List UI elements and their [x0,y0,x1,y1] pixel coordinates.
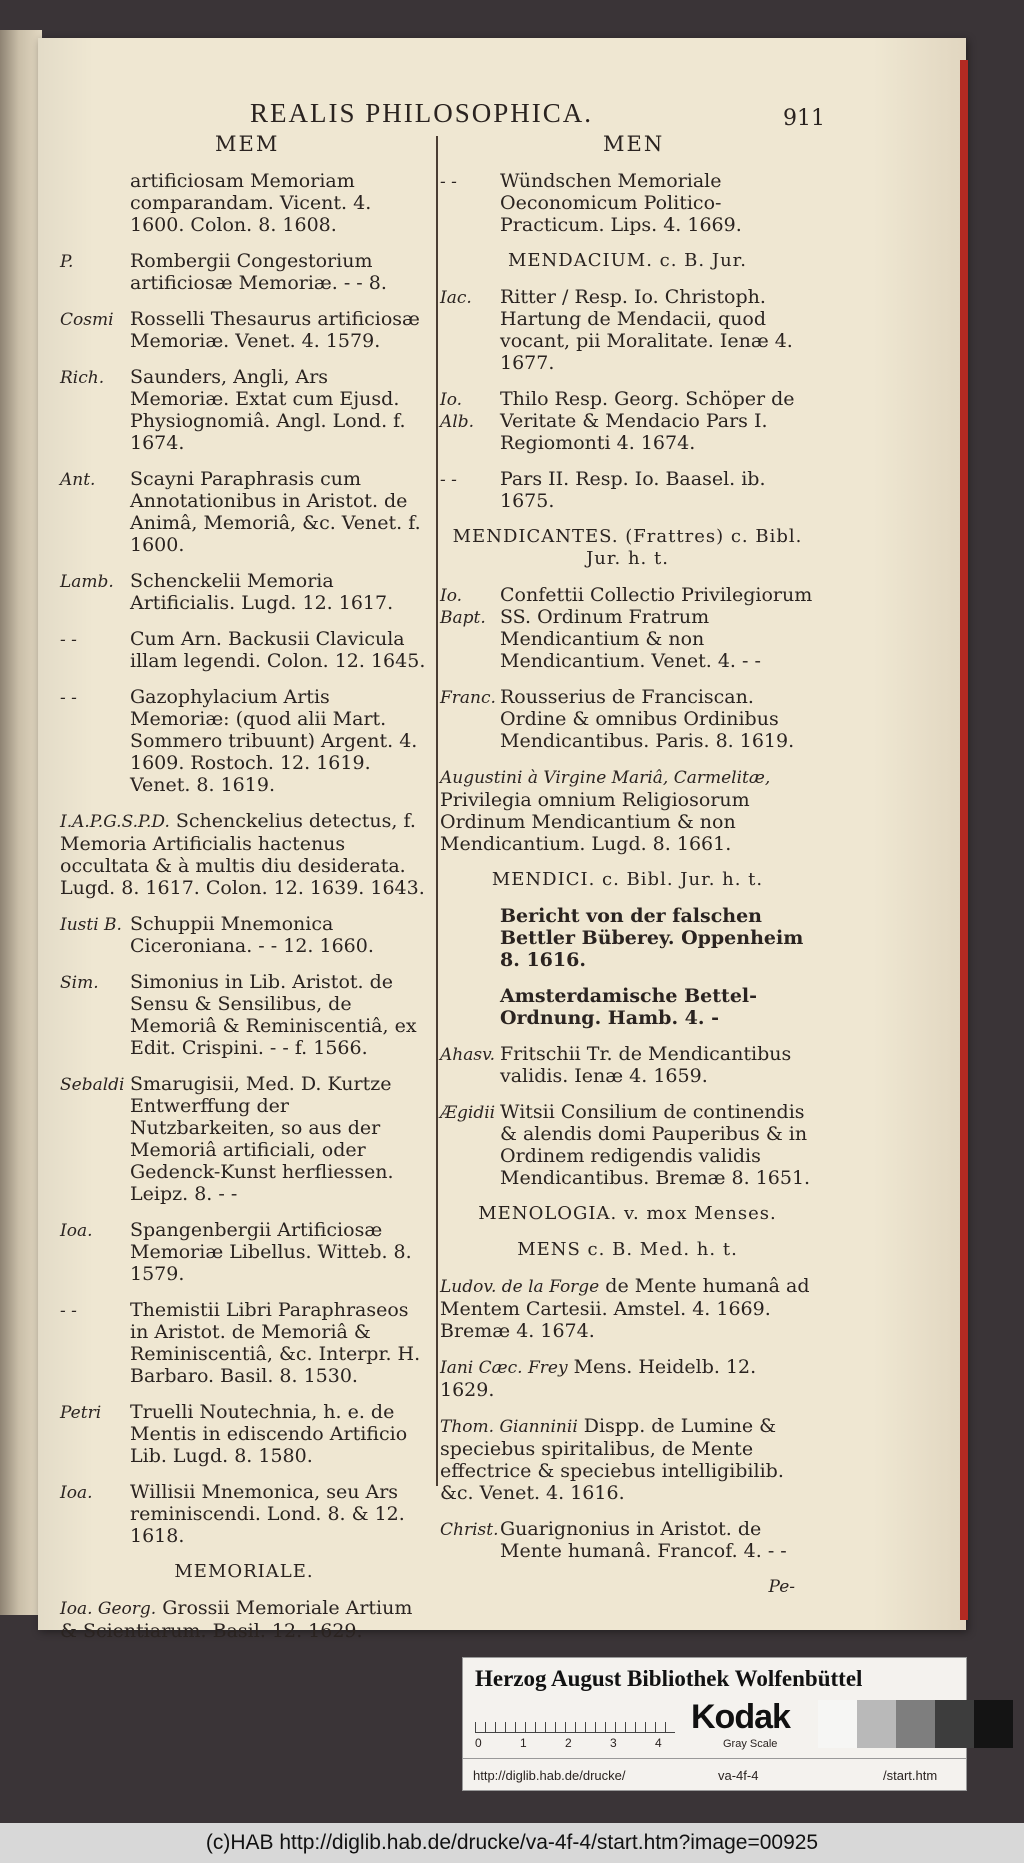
ruler-number: 4 [655,1736,662,1750]
catalog-entry [60,250,428,294]
entry-key [440,905,500,971]
section-heading: MENOLOGIA. v. mox Menses. [478,1203,777,1224]
catalog-entry [60,570,428,614]
catalog-entry [60,628,428,672]
catalog-entry [60,366,428,454]
catalog-entry [440,1518,815,1562]
entry-text: artificiosam Memoriam comparandam. Vicent. 4. 1600. Colon. 8. 1608. [130,170,372,236]
entry-text: Pars II. Resp. Io. Baasel. ib. 1675. [500,468,766,512]
entry-text: Rousserius de Franciscan. Ordine & omnibus Ordinibus Mendicantibus. Paris. 8. 1619. [500,686,795,752]
entry-text: Scayni Paraphrasis cum Annotationibus in Aristot. de Animâ, Memoriâ, &c. Venet. f. 1600. [130,468,421,556]
gray-swatch [818,1700,857,1748]
entry-text: Wündschen Memoriale Oeconomicum Politico-Practicum. Lips. 4. 1669. [500,170,742,236]
gray-swatch [935,1700,974,1748]
catalog-entry [440,766,815,855]
ruler-number: 3 [610,1736,617,1750]
entry-key: Ioa. [60,1221,93,1241]
entry-text: Bericht von der falschen Bettler Büberey. Oppenheim 8. 1616. [500,905,804,971]
gray-swatch [974,1700,1013,1748]
running-head: REALIS PHILOSOPHICA. [250,98,594,128]
card-start: /start.htm [883,1768,938,1783]
entry-key: - - [60,630,77,650]
entry-key: I.A.P.G.S.P.D. [60,812,170,832]
entry-key: Franc. [440,688,496,708]
entry-text: Gazophylacium Artis Memoriæ: (quod alii Mart. Sommero tribuunt) Argent. 4. 1609. Rostoch. 12. 1619. Venet. 8. 1619. [130,686,418,796]
section-heading: MENDICI. c. Bibl. Jur. h. t. [491,869,764,890]
entry-text: Dispp. de Lumine & speciebus spiritalibus, de Mente effectrice & speciebus intelligibilib. &c. Venet. 4. 1616. [440,1415,784,1504]
entry-key: Rich. [60,368,105,388]
column-divider [436,136,438,1486]
entry-key: Augustini à Virgine Mariâ, Carmelitæ, [440,768,771,788]
ruler-number: 1 [520,1736,527,1750]
catalog-entry [440,1415,815,1504]
catalog-entry [60,1401,428,1467]
card-shelfmark: va-4f-4 [718,1768,759,1783]
entry-key: - - [60,1301,77,1321]
book-left-edge [0,30,42,1615]
entry-key: Io. Alb. [440,390,474,432]
entry-text: Grossii Memoriale Artium & Scientiarum. Basil. 12. 1629. [60,1597,413,1642]
entry-key: Sebaldi [60,1075,125,1095]
scale-ruler [475,1704,675,1733]
ruler-number: 0 [475,1736,482,1750]
section-heading: MENDACIUM. c. B. Jur. [507,250,748,271]
catalog-entry [60,971,428,1059]
entry-key: Ioa. Georg. [60,1599,157,1619]
page-red-edge [960,60,968,1620]
catalog-entry [440,286,815,374]
kodak-logo: Kodak [691,1698,790,1736]
entry-key: Ludov. de la Forge [440,1277,600,1297]
catalog-entry [440,388,815,454]
entry-text: Schuppii Mnemonica Ciceroniana. - - 12. 1660. [130,913,374,957]
catalog-entry [60,1073,428,1205]
entry-key [60,170,130,236]
section-heading: MENDICANTES. (Frattres) c. Bibl. Jur. h. t. [452,526,803,569]
catalog-entry [60,170,428,236]
gray-swatch [896,1700,935,1748]
entry-text: Simonius in Lib. Aristot. de Sensu & Sensilibus, de Memoriâ & Reminiscentiâ, ex Edit. Crispini. - - f. 1566. [130,971,417,1059]
right-column-head: MEN [603,132,665,156]
catalog-entry [440,686,815,752]
catchword: Pe- [768,1577,795,1597]
footer-credit: (c)HAB http://diglib.hab.de/drucke/va-4f-4/start.htm?image=00925 [0,1823,1024,1863]
entry-text: de Mente humanâ ad Mentem Cartesii. Amstel. 4. 1669. Bremæ 4. 1674. [440,1275,810,1342]
entry-key: - - [440,470,457,490]
entry-text: Thilo Resp. Georg. Schöper de Veritate & Mendacio Pars I. Regiomonti 4. 1674. [500,388,795,454]
ruler-number: 2 [565,1736,572,1750]
catalog-entry [60,686,428,796]
catalog-entry [60,1299,428,1387]
entry-key: Petri [60,1403,102,1423]
catalog-entry [60,308,428,352]
section-heading: MENS c. B. Med. h. t. [517,1239,738,1260]
entry-key: - - [440,172,457,192]
entry-text: Privilegia omnium Religiosorum Ordinum Mendicantium & non Mendicantium. Lugd. 8. 1661. [440,789,750,855]
left-column [60,170,428,1656]
entry-text: Schenckelius detectus, f. Memoria Artificialis hactenus occultata & à multis diu desiderata. Lugd. 8. 1617. Colon. 12. 1639. 1643. [60,810,425,899]
entry-key: Ant. [60,470,96,490]
entry-key: Thom. Gianninii [440,1417,578,1437]
entry-text: Amsterdamische Bettel-Ordnung. Hamb. 4. - [500,985,758,1029]
catalog-entry [440,584,815,672]
entry-text: Willisii Mnemonica, seu Ars reminiscendi. Lond. 8. & 12. 1618. [130,1481,405,1547]
section-heading: MEMORIALE. [174,1561,314,1582]
entry-key: Ahasv. [440,1045,496,1065]
right-column [440,170,815,1598]
library-name: Herzog August Bibliothek Wolfenbüttel [475,1666,863,1691]
catalog-entry [60,913,428,957]
entry-text: Fritschii Tr. de Mendicantibus validis. Ienæ 4. 1659. [500,1043,792,1087]
entry-text: Rosselli Thesaurus artificiosæ Memoriæ. Venet. 4. 1579. [130,308,420,352]
catalog-entry [440,985,815,1029]
catalog-entry [440,1101,815,1189]
catalog-entry [440,905,815,971]
gray-swatch [857,1700,896,1748]
entry-text: Rombergii Congestorium artificiosæ Memoriæ. - - 8. [130,250,387,294]
entry-key: Ægidii [440,1103,496,1123]
entry-text: Smarugisii, Med. D. Kurtze Entwerffung der Nutzbarkeiten, so aus der Memoriâ artificiali, oder Gedenck-Kunst herfliessen. Leipz. 8. - - [130,1073,394,1205]
entry-text: Schenckelii Memoria Artificialis. Lugd. 12. 1617. [130,570,394,614]
catalog-entry [60,1219,428,1285]
entry-text: Mens. Heidelb. 12. 1629. [440,1356,757,1401]
entry-key: Lamb. [60,572,114,592]
entry-key: Iani Cæc. Frey [440,1358,568,1378]
catalog-entry [440,170,815,236]
entry-key: Io. Bapt. [440,586,486,628]
entry-text: Spangenbergii Artificiosæ Memoriæ Libellus. Witteb. 8. 1579. [130,1219,412,1285]
catalog-entry [440,1275,815,1342]
catalog-entry [60,468,428,556]
color-card [462,1657,967,1791]
entry-key: P. [60,252,74,272]
gray-swatches [818,1700,1013,1748]
entry-text: Confettii Collectio Privilegiorum SS. Ordinum Fratrum Mendicantium & non Mendicantium. Venet. 4. - - [500,584,813,672]
gray-scale-label: Gray Scale [723,1738,778,1750]
entry-key: Iusti B. [60,915,122,935]
entry-text: Guarignonius in Aristot. de Mente humanâ. Francof. 4. - - [500,1518,787,1562]
entry-text: Truelli Noutechnia, h. e. de Mentis in ediscendo Artificio Lib. Lugd. 8. 1580. [130,1401,408,1467]
card-info-row [463,1758,966,1791]
catalog-entry [60,1597,428,1642]
catalog-entry [60,810,428,899]
page-number: 911 [783,106,825,131]
entry-key: Sim. [60,973,99,993]
entry-key: Iac. [440,288,472,308]
entry-text: Saunders, Angli, Ars Memoriæ. Extat cum Ejusd. Physiognomiâ. Angl. Lond. f. 1674. [130,366,406,454]
entry-text: Themistii Libri Paraphraseos in Aristot. de Memoriâ & Reminiscentiâ, &c. Interpr. H. Barbaro. Basil. 8. 1530. [130,1299,421,1387]
entry-text: Cum Arn. Backusii Clavicula illam legendi. Colon. 12. 1645. [130,628,426,672]
entry-key: Cosmi [60,310,114,330]
catalog-entry [440,1356,815,1401]
entry-key [440,985,500,1029]
card-url: http://diglib.hab.de/drucke/ [473,1768,626,1783]
catalog-entry [440,1043,815,1087]
entry-key: Ioa. [60,1483,93,1503]
entry-text: Witsii Consilium de continendis & alendis domi Pauperibus & in Ordinem redigendis validis Mendicantibus. Bremæ 8. 1651. [500,1101,811,1189]
catalog-entry [60,1481,428,1547]
entry-key: Christ. [440,1520,499,1540]
entry-text: Ritter / Resp. Io. Christoph. Hartung de Mendacii, quod vocant, pii Moralitate. Ienæ 4. 1677. [500,286,793,374]
catalog-entry [440,468,815,512]
entry-key: - - [60,688,77,708]
left-column-head: MEM [215,132,280,156]
